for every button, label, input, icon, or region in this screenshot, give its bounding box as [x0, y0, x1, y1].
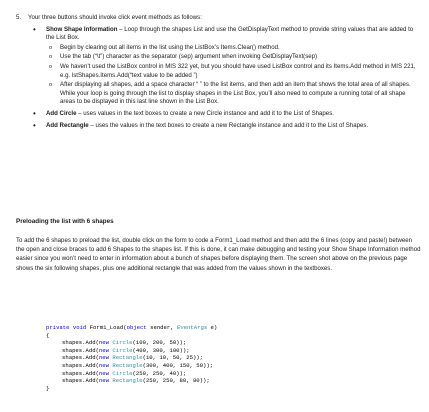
code-line: shapes.Add(new Circle(100, 200, 50)); — [62, 339, 187, 347]
section-number: 5. — [16, 14, 22, 21]
bullet-add-rectangle — [33, 120, 421, 131]
preload-heading: Preloading the list with 6 shapes — [16, 218, 114, 225]
code-line: shapes.Add(new Rectangle(300, 400, 150, 50)); — [62, 361, 214, 369]
code-block — [46, 324, 217, 392]
bullet-title: Show Shape Information — [46, 25, 118, 33]
section-intro: Your three buttons should invoke click event methods as follows: — [28, 14, 202, 21]
code-line: shapes.Add(new Circle(400, 300, 100)); — [62, 346, 190, 354]
bullet-text: – Loop through the shapes List and use the GetDisplayText method to provide string values that are added to the List Box. — [46, 25, 414, 42]
sub-bullet-text: Begin by clearing out all items in the list using the ListBox’s Items.Clear() method. — [60, 43, 280, 51]
code-text: e) — [207, 324, 218, 331]
sub-bullet-item — [49, 53, 421, 62]
bullet-text: – uses the values in the text boxes to create a new Rectangle instance and add it to the List of Shapes. — [88, 121, 369, 129]
circle-bullet-icon: o — [49, 54, 53, 61]
bullet-title: Add Circle — [46, 109, 77, 117]
section-5-intro-line — [16, 14, 421, 23]
bullet-show-shape-information — [33, 24, 421, 107]
bullet-title: Add Rectangle — [46, 121, 89, 129]
code-keyword: void — [72, 324, 87, 331]
code-text: sender, — [146, 324, 177, 331]
bullet-text: – uses values in the text boxes to create a new Circle instance and add it to the List of Shapes. — [76, 109, 334, 117]
bullet-dot-icon: • — [33, 120, 36, 130]
code-line: shapes.Add(new Rectangle(250, 250, 80, 80)); — [62, 377, 210, 385]
code-signature — [46, 324, 217, 332]
sub-bullet-list — [46, 44, 421, 107]
sub-bullet-item — [49, 62, 421, 80]
button-bullet-list — [16, 26, 421, 131]
code-line: shapes.Add(new Rectangle(10, 10, 50, 25)); — [62, 354, 204, 362]
code-close-brace: } — [46, 384, 50, 392]
sub-bullet-text: Use the tab (“\t”) character as the separator (sep) argument when invoking GetDisplayText(sep) — [60, 53, 318, 61]
code-open-brace: { — [46, 331, 50, 339]
code-keyword: private — [46, 324, 70, 331]
code-type: EventArgs — [176, 324, 208, 331]
bullet-add-circle — [33, 108, 421, 119]
circle-bullet-icon: o — [49, 44, 53, 51]
code-keyword: object — [126, 324, 147, 331]
preload-paragraph: To add the 6 shapes to preload the list, double click on the form to code a Form1_Load method and then add the 6 lines (copy and paste!) between the open and close braces to add 6 Shapes to the shapes list. If this is done, it can make debugging and testing your Show Shape Information method easier since you won’t need to enter in information about a bunch of shapes before displaying them. The screen shot above on the previous page shows the six following shapes, plus one additional rectangle that was added from the values shown in the textboxes. — [16, 237, 421, 272]
circle-bullet-icon: o — [49, 63, 53, 70]
code-line: shapes.Add(new Circle(250, 250, 40)); — [62, 369, 187, 377]
sub-bullet-text: After displaying all shapes, add a space character “ ” to the list items, and then add an item that shows the total area of all shapes. While your loop is going through the list to display shapes in the List Box, you’ll also need to compute a running total of all shape areas to be displayed in this last line shown in the List Box. — [60, 81, 411, 106]
sub-bullet-item — [49, 43, 421, 53]
code-text: Form1_Load( — [86, 324, 127, 331]
sub-bullet-item — [49, 81, 421, 107]
section-5 — [16, 14, 421, 133]
bullet-dot-icon: • — [33, 24, 36, 34]
circle-bullet-icon: o — [49, 82, 53, 89]
bullet-dot-icon: • — [33, 108, 36, 118]
sub-bullet-text: We haven’t used the ListBox control in MIS 322 yet, but you should have used ListBox control and its Items.Add method in MIS 221, e.g. lstShapes.Items.Add(“text value to be added ”) — [60, 62, 416, 79]
